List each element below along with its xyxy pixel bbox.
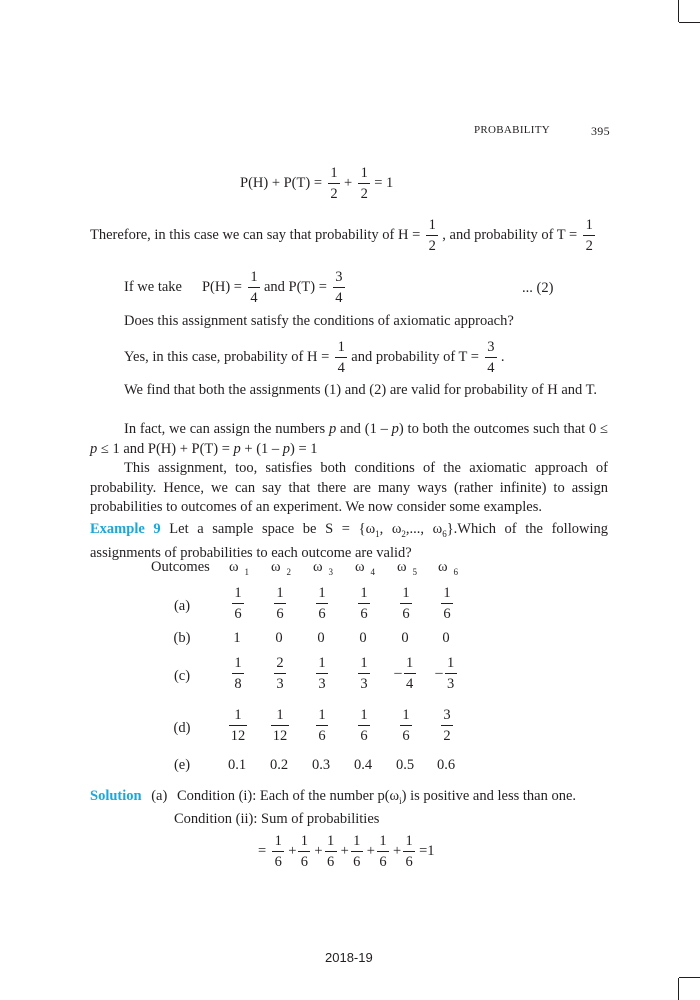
- fraction: $\frac{1}{6}$: [403, 834, 415, 869]
- fraction: $\frac{1}{4}$: [335, 340, 347, 375]
- table-cell: $\frac{2}{3}$: [261, 656, 301, 691]
- table-cell: 0.4: [353, 757, 373, 773]
- crop-mark-bottom-right-v: [678, 978, 679, 1000]
- yes-line: Yes, in this case, probability of H = $\frac{1}{4}$ and probability of T = $\frac{3}{4}$ .: [124, 339, 505, 376]
- table-cell: $\frac{3}{2}$: [428, 708, 468, 743]
- table-cell: $\frac{1}{6}$: [219, 586, 259, 621]
- fraction: $\frac{1}{6}$: [325, 834, 337, 869]
- if-we-take-line: If we take P(H) = $\frac{1}{4}$ and P(T) = $\frac{3}{4}$: [124, 270, 349, 305]
- crop-mark-bottom-right-h: [679, 977, 700, 978]
- solution-line-1: Solution (a) Condition (i): Each of the number $p(\omega_i)$ is positive and less than one.: [90, 788, 577, 806]
- table-header-omega-1: ω $_1$: [228, 559, 250, 577]
- sum-of-sixths-equation: = $\frac{1}{6}$ + $\frac{1}{6}$ + $\frac{1}{6}$ + $\frac{1}{6}$ + $\frac{1}{6}$ + $\frac{1}{6}$ =1: [258, 833, 435, 870]
- table-cell: 0: [442, 630, 450, 646]
- table-cell: 0: [275, 630, 283, 646]
- fraction: $\frac{1}{2}$: [583, 218, 595, 253]
- table-row-label: (c): [173, 668, 191, 684]
- fraction: $\frac{1}{6}$: [298, 834, 310, 869]
- fraction: $\frac{3}{4}$: [333, 270, 345, 305]
- table-header-omega-3: ω $_3$: [312, 559, 334, 577]
- table-cell: – $\frac{1}{4}$: [387, 656, 427, 691]
- page-number: 395: [591, 124, 610, 138]
- table-cell: $\frac{1}{6}$: [387, 586, 427, 621]
- table-row-label: (d): [173, 720, 191, 736]
- table-cell: 0.3: [311, 757, 331, 773]
- table-header-omega-4: ω $_4$: [354, 559, 376, 577]
- table-cell: 0.6: [436, 757, 456, 773]
- equation-sum-half: P(H) + P(T) = $\frac{1}{2}$ + $\frac{1}{2}$ = 1: [240, 165, 394, 202]
- question-line: Does this assignment satisfy the conditions of axiomatic approach?: [124, 313, 514, 329]
- example-label: Example 9: [90, 521, 161, 537]
- table-cell: $\frac{1}{6}$: [428, 586, 468, 621]
- table-header-omega-6: ω $_6$: [437, 559, 459, 577]
- paragraph-assignments-valid: We find that both the assignments (1) and (2) are valid for probability of H and T.: [124, 382, 598, 398]
- fraction: $\frac{1}{4}$: [248, 270, 260, 305]
- table-cell: $\frac{1}{6}$: [387, 708, 427, 743]
- table-cell: $\frac{1}{6}$: [303, 708, 343, 743]
- table-cell: 0.5: [395, 757, 415, 773]
- therefore-line: Therefore, in this case we can say that probability of H = $\frac{1}{2}$ , and probability of T = $\frac{1}{2}$: [90, 218, 599, 253]
- table-cell: $\frac{1}{6}$: [345, 586, 385, 621]
- table-cell: 0: [317, 630, 325, 646]
- paragraph-assign-p: In fact, we can assign the numbers p and (1 – p) to both the outcomes such that 0 ≤ p ≤ 1 and P(H) + P(T) = p + (1 – p) = 1: [90, 421, 609, 457]
- table-cell: 0.1: [227, 757, 247, 773]
- table-cell: 1: [233, 630, 241, 646]
- table-cell: 0.2: [269, 757, 289, 773]
- table-cell: – $\frac{1}{3}$: [428, 656, 468, 691]
- fraction: $\frac{1}{2}$: [426, 218, 438, 253]
- fraction: $\frac{1}{2}$: [328, 166, 340, 201]
- table-row-label: (a): [173, 598, 191, 614]
- outcomes-label: Outcomes: [151, 559, 210, 575]
- fraction: $\frac{1}{6}$: [377, 834, 389, 869]
- table-cell: $\frac{1}{3}$: [345, 656, 385, 691]
- equation-tag: ... (2): [522, 280, 554, 296]
- table-cell: $\frac{1}{6}$: [261, 586, 301, 621]
- fraction: $\frac{1}{6}$: [351, 834, 363, 869]
- paragraph-many-ways: This assignment, too, satisfies both conditions of the axiomatic approach of probability. Hence, we can say that there are many ways (rather infinite) to assign probabilities to outcomes of an experiment. We now consider some examples.: [90, 460, 608, 515]
- table-cell: $\frac{1}{12}$: [230, 707, 246, 744]
- table-header-omega-5: ω $_5$: [396, 559, 418, 577]
- table-cell: $\frac{1}{3}$: [303, 656, 343, 691]
- table-cell: $\frac{1}{6}$: [303, 586, 343, 621]
- fraction: $\frac{1}{6}$: [272, 834, 284, 869]
- fraction: $\frac{3}{4}$: [485, 340, 497, 375]
- table-cell: 0: [401, 630, 409, 646]
- table-cell: $\frac{1}{8}$: [219, 656, 259, 691]
- table-row-label: (e): [173, 757, 191, 773]
- running-header-title: PROBABILITY: [474, 124, 551, 136]
- solution-condition-2: Condition (ii): Sum of probabilities: [174, 811, 380, 827]
- table-header-omega-2: ω $_2$: [270, 559, 292, 577]
- table-row-label: (b): [173, 630, 191, 646]
- fraction: $\frac{1}{2}$: [358, 166, 370, 201]
- crop-mark-top-right-v: [678, 0, 679, 22]
- table-cell: 0: [359, 630, 367, 646]
- table-cell: $\frac{1}{12}$: [272, 707, 288, 744]
- crop-mark-top-right-h: [679, 22, 700, 23]
- solution-label: Solution: [90, 788, 142, 804]
- footer-year: 2018-19: [325, 950, 373, 965]
- table-cell: $\frac{1}{6}$: [345, 708, 385, 743]
- example-9: Example 9 Let a sample space be $S = \{\omega_1$, $\omega_2$,..., $\omega_6\}.Which$ of the following assignments of probabilities to each outcome are valid?: [90, 521, 608, 562]
